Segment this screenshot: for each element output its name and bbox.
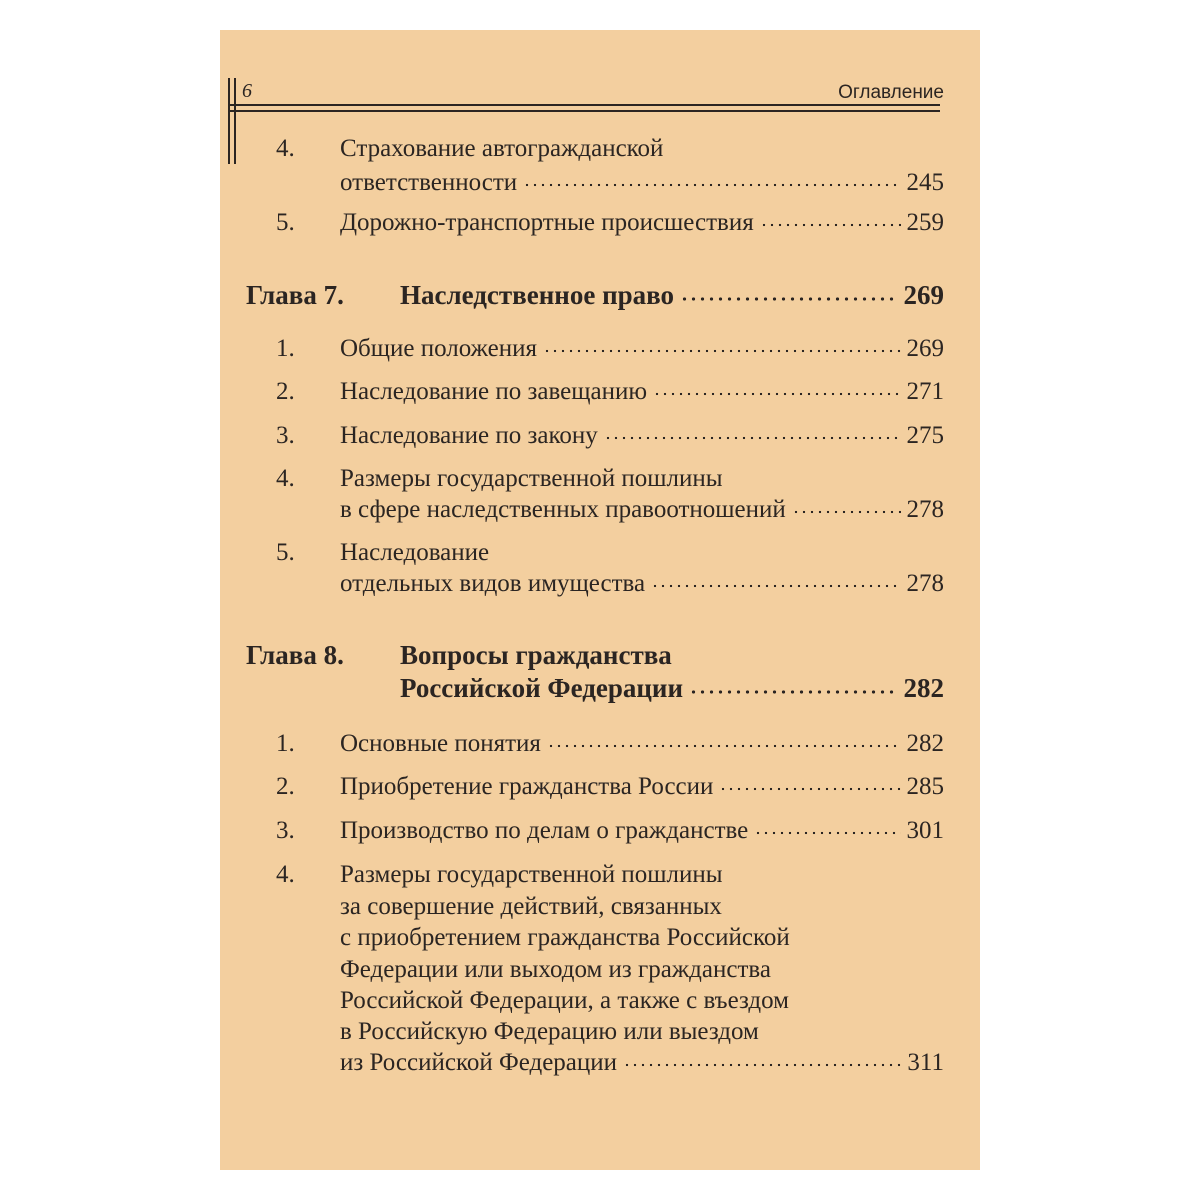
toc-entry [220,727,980,761]
entry-number: 1. [276,335,295,362]
book-page [220,30,980,1170]
entry-page: 271 [906,378,944,405]
entry-title: Страхование автогражданской [340,135,664,162]
entry-number: 1. [276,730,295,757]
dot-leader [754,830,900,836]
toc-entry [220,890,980,924]
entry-page: 269 [906,335,944,362]
toc-entry [220,462,980,496]
toc-entry [220,536,980,570]
chapter-title: Российской Федерации [400,673,684,703]
entry-number: 3. [276,817,295,844]
toc-entry [220,493,980,527]
entry-title: Приобретение гражданства России [340,773,714,800]
entry-number: 3. [276,422,295,449]
toc-entry [220,132,980,166]
entry-number: 5. [276,209,295,236]
entry-title: ответственности [340,169,518,196]
chapter-title: Наследственное право [400,280,675,310]
entry-page: 278 [906,570,944,597]
entry-title: в сфере наследственных правоотношений [340,496,786,523]
chapter-heading [220,638,980,672]
dot-leader [523,182,900,188]
entry-title: с приобретением гражданства Российской [340,924,790,951]
entry-number: 2. [276,378,295,405]
toc-entry [220,984,980,1018]
entry-title: Производство по делам о гражданстве [340,817,749,844]
entry-number: 2. [276,773,295,800]
running-title: Оглавление [838,82,944,103]
chapter-label: Глава 8. [246,640,344,670]
dot-leader [719,786,900,792]
entry-number: 4. [276,135,295,162]
entry-title: Дорожно-транспортные происшествия [340,209,754,236]
toc-entry [220,419,980,453]
dot-leader [623,1062,901,1068]
dot-leader [604,435,901,441]
entry-title: Наследование по закону [340,422,598,449]
entry-title: Наследование по завещанию [340,378,648,405]
page-number: 6 [242,80,252,102]
toc-entry [220,1015,980,1049]
entry-number: 4. [276,861,295,888]
entry-title: отдельных видов имущества [340,570,646,597]
dot-leader [543,348,901,354]
entry-title: Размеры государственной пошлины [340,861,723,888]
toc-entry [220,375,980,409]
entry-page: 282 [906,730,944,757]
toc-entry [220,166,980,200]
entry-title: за совершение действий, связанных [340,893,722,920]
entry-page: 278 [906,496,944,523]
entry-number: 5. [276,539,295,566]
dot-leader [547,743,901,749]
chapter-title: Вопросы гражданства [400,640,672,670]
toc-entry [220,858,980,892]
entry-page: 259 [906,209,944,236]
toc-entry [220,921,980,955]
dot-leader [689,689,897,695]
toc-entry [220,332,980,366]
entry-title: Основные понятия [340,730,541,757]
entry-page: 285 [906,773,944,800]
toc-entry [220,953,980,987]
dot-leader [680,296,897,302]
entry-title: в Российскую Федерацию или выездом [340,1018,759,1045]
entry-page: 245 [906,169,944,196]
entry-title: Размеры государственной пошлины [340,465,723,492]
entry-title: Российской Федерации, а также с въездом [340,987,789,1014]
chapter-heading [220,278,980,312]
dot-leader [653,391,900,397]
entry-title: Общие положения [340,335,537,362]
entry-title: Наследование [340,539,490,566]
toc-entry [220,1046,980,1080]
entry-page: 275 [906,422,944,449]
dot-leader [792,509,901,515]
toc-entry [220,770,980,804]
entry-page: 311 [907,1049,944,1076]
chapter-page: 282 [903,673,944,703]
toc-entry [220,206,980,240]
entry-title: из Российской Федерации [340,1049,618,1076]
dot-leader [651,583,900,589]
dot-leader [760,222,901,228]
chapter-label: Глава 7. [246,280,344,310]
chapter-heading [220,671,980,705]
toc-entry [220,567,980,601]
entry-page: 301 [906,817,944,844]
header-rule [228,110,940,112]
header-rule [228,104,940,106]
entry-title: Федерации или выходом из гражданства [340,956,771,983]
chapter-page: 269 [903,280,944,310]
entry-number: 4. [276,465,295,492]
toc-entry [220,814,980,848]
